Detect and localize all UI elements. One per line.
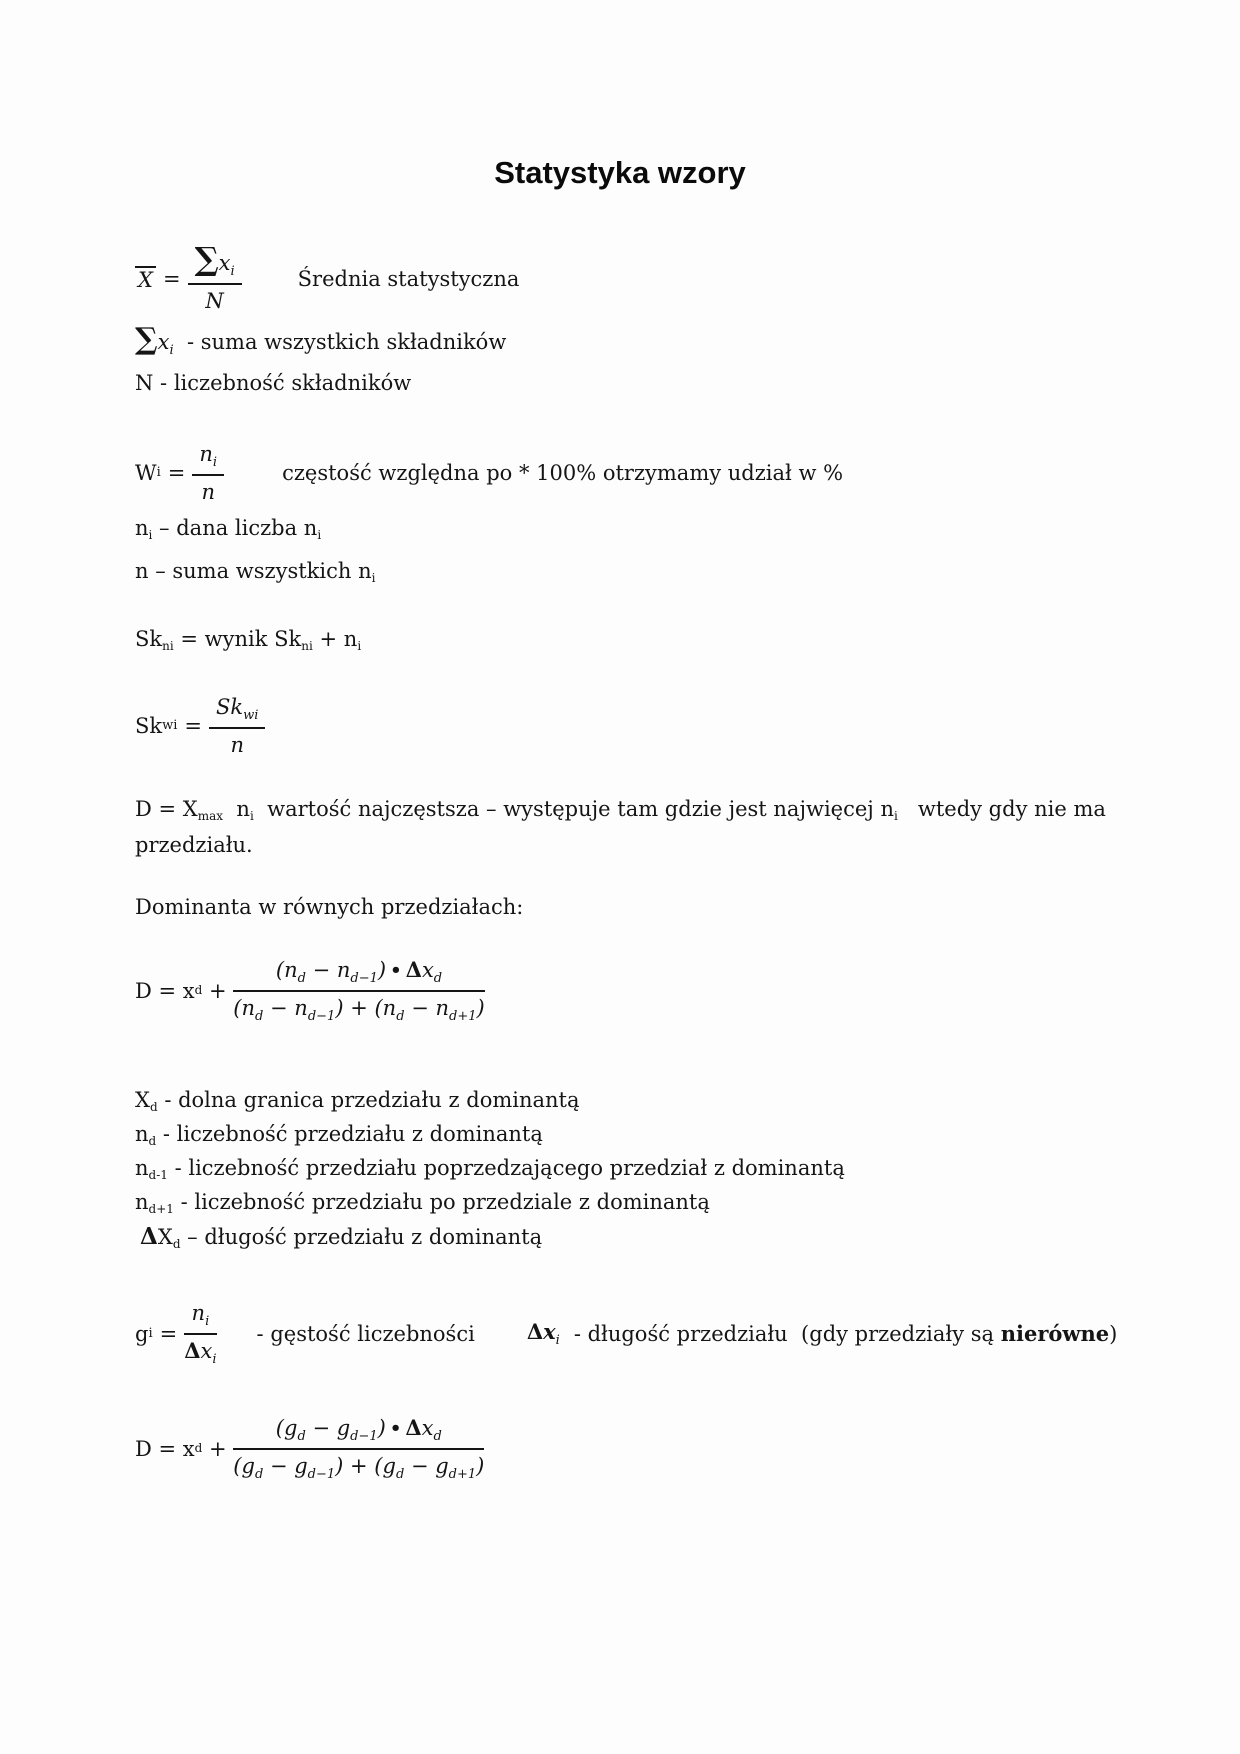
x-variable: x xyxy=(218,251,231,275)
w-fraction xyxy=(192,441,224,506)
math-token: ) + (g xyxy=(335,1453,396,1478)
subscript: d−1 xyxy=(307,1008,336,1024)
subscript: i xyxy=(893,808,898,823)
definition-text: - liczebność przedziału z dominantą xyxy=(156,1122,543,1146)
fraction-numerator xyxy=(233,957,484,992)
symbol: n xyxy=(135,1190,149,1214)
x-bar-symbol: X xyxy=(135,266,156,291)
math-token: ) xyxy=(377,957,387,982)
math-token: (g xyxy=(275,1415,298,1440)
delta-symbol: Δ xyxy=(405,956,422,982)
caption-text: ) xyxy=(1109,1322,1118,1347)
n-variable: n xyxy=(199,441,213,466)
sk-symbol: Sk xyxy=(135,627,163,651)
skw-fraction-denominator: n xyxy=(230,733,244,758)
symbol: n xyxy=(135,1122,149,1146)
skw-fraction xyxy=(209,694,265,759)
mode-fraction-counts xyxy=(233,957,484,1026)
subscript: i xyxy=(148,528,153,542)
equals-sign: = xyxy=(159,1322,178,1347)
skw-fraction-numerator xyxy=(209,694,265,729)
subscript: d+1 xyxy=(448,1466,477,1482)
formula-text: n xyxy=(223,796,250,821)
delta-symbol: Δ xyxy=(405,1414,422,1440)
symbol: X xyxy=(157,1225,173,1249)
subscript: i xyxy=(249,808,254,823)
subscript: d xyxy=(149,1100,158,1114)
caption-text: - długość przedziału (gdy przedziały są xyxy=(573,1322,1001,1347)
cumulative-share-formula-row xyxy=(135,694,1170,759)
definition-text: - liczebność przedziału po przedziale z dominantą xyxy=(173,1190,710,1214)
n-symbol: n xyxy=(135,516,149,540)
definition-line xyxy=(135,1155,1170,1189)
w-fraction-denominator: n xyxy=(201,479,215,504)
sk-variable: Sk xyxy=(216,695,244,719)
definitions-list xyxy=(135,1087,1170,1258)
g-fraction xyxy=(184,1300,216,1369)
description-text: wartość najczęstsza – występuje tam gdzie jest najwięcej n xyxy=(253,796,894,821)
g-fraction-denominator xyxy=(184,1335,216,1368)
definition-line xyxy=(135,1121,1170,1155)
g-symbol: g xyxy=(135,1322,149,1347)
math-token: − g xyxy=(404,1453,449,1478)
ni-definition-line xyxy=(135,515,1170,549)
fraction-numerator xyxy=(233,1415,484,1450)
n-definition-line: N - liczebność składników xyxy=(135,370,412,395)
math-token: ) xyxy=(377,1415,386,1440)
delta-symbol: Δ xyxy=(140,1223,158,1250)
formula-text: + n xyxy=(312,627,358,651)
subscript: i xyxy=(317,528,322,542)
subscript: d−1 xyxy=(350,1428,378,1444)
subscript: i xyxy=(212,1352,217,1368)
definition-text: – dana liczba n xyxy=(152,516,318,540)
description-text: wtedy gdy nie ma xyxy=(897,796,1106,821)
page-title: Statystyka wzory xyxy=(494,155,746,190)
math-token: ) xyxy=(476,1453,485,1478)
x-variable: x xyxy=(200,1339,213,1364)
subscript: i xyxy=(169,342,174,358)
math-token: ) xyxy=(476,995,485,1020)
math-token: − n xyxy=(404,995,449,1020)
delta-symbol: Δ xyxy=(184,1338,201,1364)
math-token: ) + (n xyxy=(335,995,397,1020)
subscript: d xyxy=(433,1428,442,1444)
subscript: ni xyxy=(162,639,174,653)
subscript: wi xyxy=(162,718,178,734)
delta-symbol: Δ xyxy=(526,1319,544,1345)
n-sum-definition-line xyxy=(135,558,1170,592)
definition-text: - suma wszystkich składników xyxy=(173,329,507,354)
subscript: i xyxy=(230,264,235,279)
document-content xyxy=(135,240,1170,1483)
bullet-operator: • xyxy=(389,1417,402,1439)
mode-fraction-density xyxy=(233,1415,484,1484)
symbol: X xyxy=(135,1088,150,1112)
sigma-symbol: ∑ xyxy=(194,240,219,278)
density-formula-row xyxy=(135,1300,1170,1369)
fraction-denominator xyxy=(233,1450,484,1483)
bullet-operator: • xyxy=(390,959,402,981)
symbol: n xyxy=(135,1156,149,1180)
x-variable: x xyxy=(157,329,170,354)
w-symbol: W xyxy=(135,460,157,485)
d-lhs: D = x xyxy=(135,978,195,1003)
subscript: d xyxy=(148,1134,157,1148)
sk-symbol: Sk xyxy=(135,714,163,739)
subscript: d xyxy=(255,1008,264,1024)
mode-heading: Dominanta w równych przedziałach: xyxy=(135,894,524,919)
definition-text: – długość przedziału z dominantą xyxy=(180,1225,543,1249)
math-token: − n xyxy=(305,957,351,982)
interval-length-term xyxy=(527,1319,560,1349)
n-variable: n xyxy=(191,1301,206,1325)
subscript: i xyxy=(555,1333,560,1349)
math-token: − g xyxy=(305,1415,351,1440)
math-token: − n xyxy=(263,995,308,1020)
fraction-denominator xyxy=(233,992,484,1025)
mode-formula-counts-row xyxy=(135,957,1170,1026)
w-caption: częstość względna po * 100% otrzymamy udział w % xyxy=(282,460,844,485)
mean-fraction-numerator xyxy=(188,240,242,285)
subscript: d-1 xyxy=(148,1168,168,1182)
subscript: ni xyxy=(301,639,313,653)
plus-sign: + xyxy=(202,1436,234,1461)
subscript: i xyxy=(156,464,161,480)
definition-text: - dolna granica przedziału z dominantą xyxy=(157,1088,580,1112)
relative-frequency-formula-row xyxy=(135,441,1170,506)
subscript: i xyxy=(357,639,362,653)
equals-sign: = xyxy=(162,266,181,291)
subscript: d xyxy=(396,1008,405,1024)
subscript: d xyxy=(395,1466,405,1482)
x-variable: x xyxy=(543,1319,556,1345)
subscript: i xyxy=(148,1326,153,1342)
mean-caption: Średnia statystyczna xyxy=(297,266,520,291)
subscript: i xyxy=(205,1314,210,1329)
equals-sign: = xyxy=(184,714,203,739)
formula-text: D = X xyxy=(135,796,198,821)
math-token: (n xyxy=(275,957,298,982)
subscript: d xyxy=(254,1466,264,1482)
subscript: d xyxy=(433,970,443,986)
mean-fraction-denominator: N xyxy=(205,289,224,314)
subscript: wi xyxy=(243,708,259,723)
subscript: d−1 xyxy=(350,970,378,986)
definition-text: - liczebność przedziału poprzedzającego przedział z dominantą xyxy=(167,1156,845,1180)
subscript: i xyxy=(371,571,376,585)
x-variable: x xyxy=(421,1415,434,1440)
mean-formula-row xyxy=(135,240,1170,315)
subscript: d xyxy=(172,1237,181,1251)
plus-sign: + xyxy=(202,978,234,1003)
density-caption: - gęstość liczebności xyxy=(256,1322,475,1347)
definition-line xyxy=(135,1087,1170,1121)
mode-formula-density-row xyxy=(135,1415,1170,1484)
interval-caption xyxy=(574,1321,1118,1347)
math-token: (n xyxy=(233,995,256,1020)
d-lhs: D = x xyxy=(135,1436,195,1461)
definition-text: n – suma wszystkich n xyxy=(135,559,372,583)
w-fraction-numerator xyxy=(192,441,224,476)
g-fraction-numerator xyxy=(184,1300,216,1335)
x-variable: x xyxy=(421,957,434,982)
sum-definition-line xyxy=(135,321,1170,364)
math-token: (g xyxy=(233,1453,255,1478)
description-text: przedziału. xyxy=(135,832,253,857)
equals-sign: = xyxy=(167,460,186,485)
mode-no-interval-paragraph xyxy=(135,795,1120,860)
subscript: d−1 xyxy=(307,1466,336,1482)
formula-text: = wynik Sk xyxy=(173,627,302,651)
definition-line-delta xyxy=(135,1223,1170,1258)
subscript: i xyxy=(212,454,218,470)
mean-fraction xyxy=(188,240,242,315)
subscript: d xyxy=(194,983,203,998)
subscript: d xyxy=(194,1441,203,1456)
math-token: − g xyxy=(263,1453,308,1478)
subscript: max xyxy=(197,808,224,823)
sigma-symbol: ∑ xyxy=(135,321,158,357)
bold-word: nierówne xyxy=(1000,1321,1110,1347)
subscript: d+1 xyxy=(449,1008,477,1024)
definition-line xyxy=(135,1189,1170,1223)
subscript: d xyxy=(297,970,306,986)
cumulative-count-formula xyxy=(135,626,1170,660)
subscript: d xyxy=(297,1428,306,1444)
subscript: d+1 xyxy=(148,1202,174,1216)
